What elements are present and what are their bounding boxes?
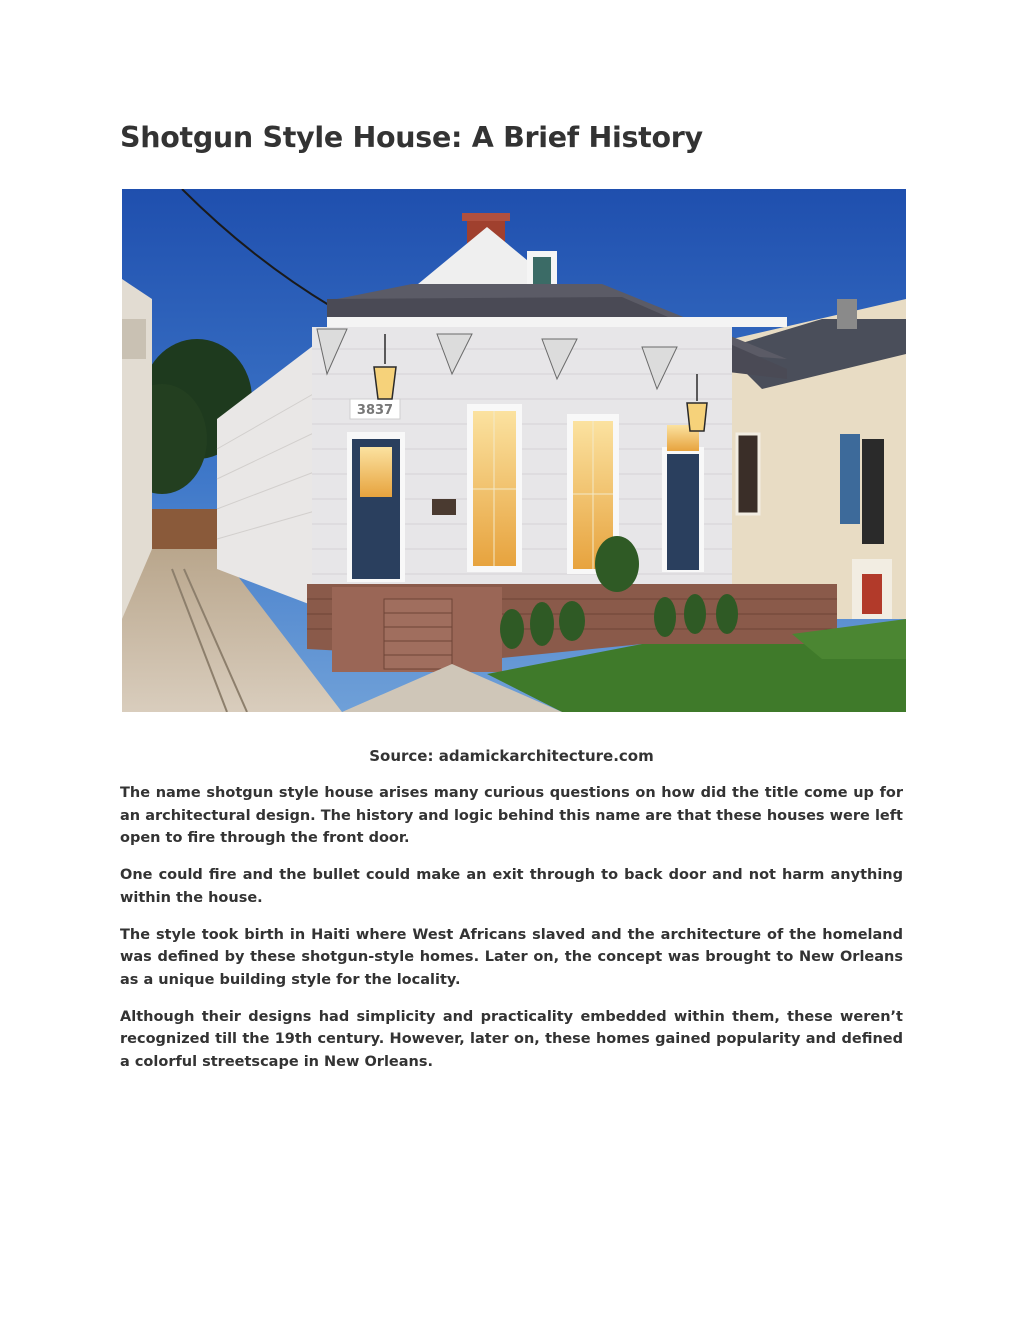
image-caption: Source: adamickarchitecture.com (369, 747, 654, 765)
article-body (120, 782, 903, 1088)
house-photo (122, 189, 906, 712)
paragraph-1: The name shotgun style house arises many curious questions on how did the title come up for an architectural design. The history and logic behind this name are that these houses were left open to fire through the front door. (120, 785, 903, 846)
paragraph-3: The style took birth in Haiti where West Africans slaved and the architecture of the homeland was defined by these shotgun-style homes. Later on, the concept was brought to New Orleans as a unique building style for the locality. (120, 926, 903, 988)
house-number-plate: 3837 (356, 403, 394, 418)
page-title: Shotgun Style House: A Brief History (120, 121, 703, 154)
paragraph-4: Although their designs had simplicity and practicality embedded within them, these weren’t recognized till the 19th century. However, later on, these homes gained popularity and defined a colorful streetscape in New Orleans. (120, 1008, 903, 1070)
paragraph-2: One could fire and the bullet could make an exit through to back door and not harm anything within the house. (120, 867, 903, 906)
house-photo-illustration (122, 189, 906, 712)
